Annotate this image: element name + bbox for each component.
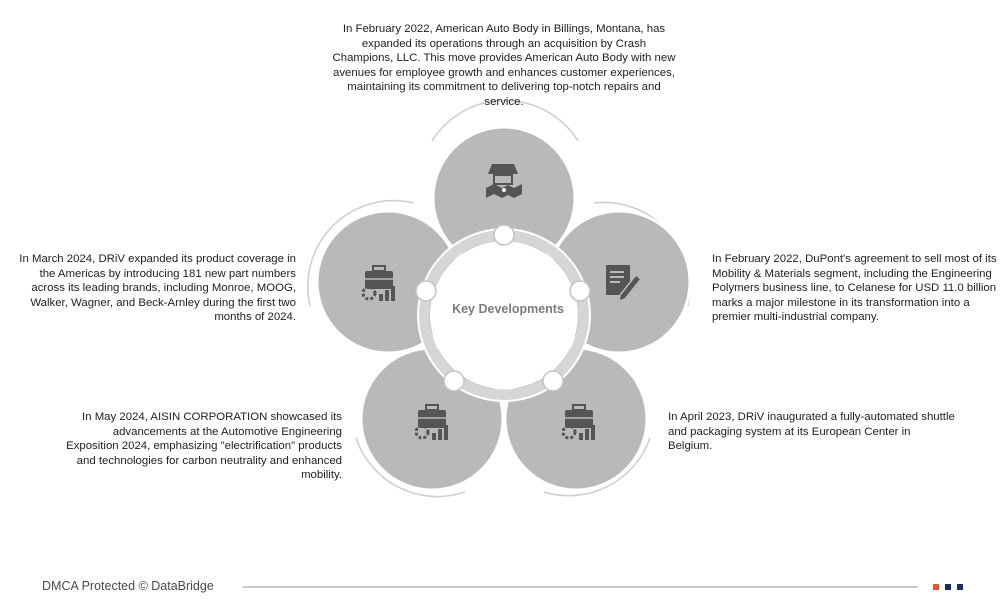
development-text-right: In February 2022, DuPont's agreement to sell most of its Mobility & Materials segment, including the Engineering Polymers business line, to Celanese for USD 11.0 billion marks a major milestone in its transformation into a premier multi-industrial company. — [712, 253, 997, 324]
connector-dot-top — [494, 225, 514, 245]
center-label: Key Developments — [452, 302, 564, 316]
connector-dot-bottom-left — [444, 371, 464, 391]
connector-dot-right — [570, 281, 590, 301]
connector-dot-left — [416, 281, 436, 301]
footer-divider — [243, 586, 918, 588]
footer-square-orange — [933, 584, 939, 590]
development-text-left: In March 2024, DRiV expanded its product coverage in the Americas by introducing 181 new part numbers across its leading brands, including Monroe, MOOG, Walker, Wagner, and Beck-Arnley during the first two months of 2024. — [19, 253, 296, 324]
connector-dot-bottom-right — [543, 371, 563, 391]
development-text-bottom-left: In May 2024, AISIN CORPORATION showcased its advancements at the Automotive Engineering Exposition 2024, emphasizing "electrification" products and technologies for carbon neutrality and enhanced mobility. — [66, 411, 342, 482]
footer-square-navy — [957, 584, 963, 590]
footer-square-navy — [945, 584, 951, 590]
footer-copyright: DMCA Protected © DataBridge — [42, 579, 214, 593]
development-text-top: In February 2022, American Auto Body in Billings, Montana, has expanded its operations through an acquisition by Crash Champions, LLC. This move provides American Auto Body with new avenues for employee growth and enhances customer experiences, maintaining its commitment to delivering top-notch repairs and service. — [332, 23, 676, 108]
development-text-bottom-right: In April 2023, DRiV inaugurated a fully-automated shuttle and packaging system at its European Center in Belgium. — [668, 411, 955, 453]
